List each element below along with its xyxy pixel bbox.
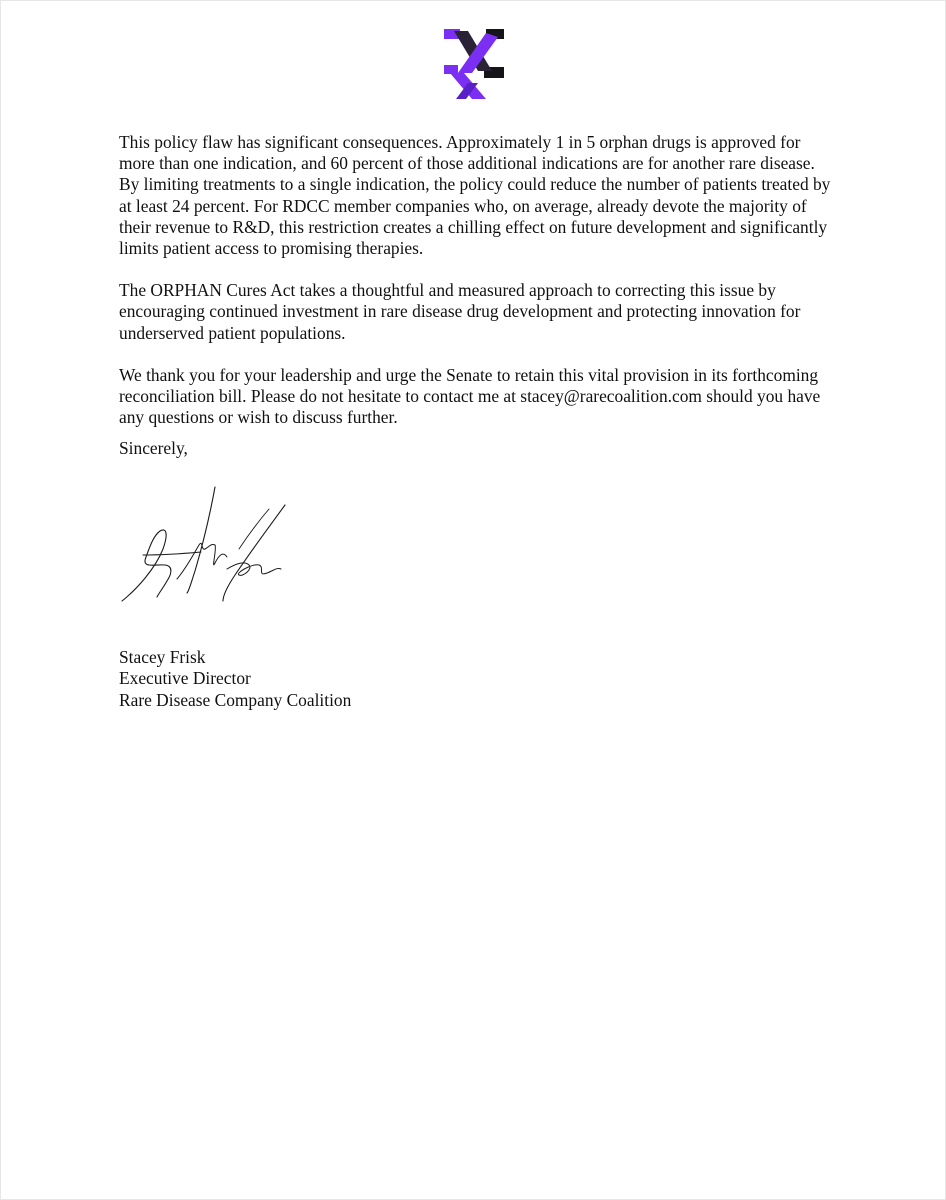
paragraph-policy-flaw: This policy flaw has significant consequences. Approximately 1 in 5 orphan drugs is approved for more than one indication, and 60 percent of those additional indications are for another rare disease. By limiting treatments to a single indication, the policy could reduce the number of patients treated by at least 24 percent. For RDCC member companies who, on average, already devote the majority of their revenue to R&D, this restriction creates a chilling effect on future development and significantly limits patient access to promising therapies. [119,132,831,259]
signer-organization: Rare Disease Company Coalition [119,689,352,710]
paragraph-thanks: We thank you for your leadership and urge the Senate to retain this vital provision in its forthcoming reconciliation bill. Please do not hesitate to contact me at stacey@rarecoalition.com should you have any questions or wish to discuss further. [119,364,821,428]
signer-name: Stacey Frisk [119,647,206,667]
closing: Sincerely, [119,438,188,458]
signature-block [119,647,351,711]
rdcc-logo-icon [442,27,506,101]
signer-title: Executive Director [119,668,251,689]
handwritten-signature-icon [119,479,289,614]
paragraph-orphan-cures-act: The ORPHAN Cures Act takes a thoughtful and measured approach to correcting this issue by encouraging continued investment in rare disease drug development and protecting innovation for underserved patient populations. [119,280,801,343]
letter-body [119,132,839,449]
